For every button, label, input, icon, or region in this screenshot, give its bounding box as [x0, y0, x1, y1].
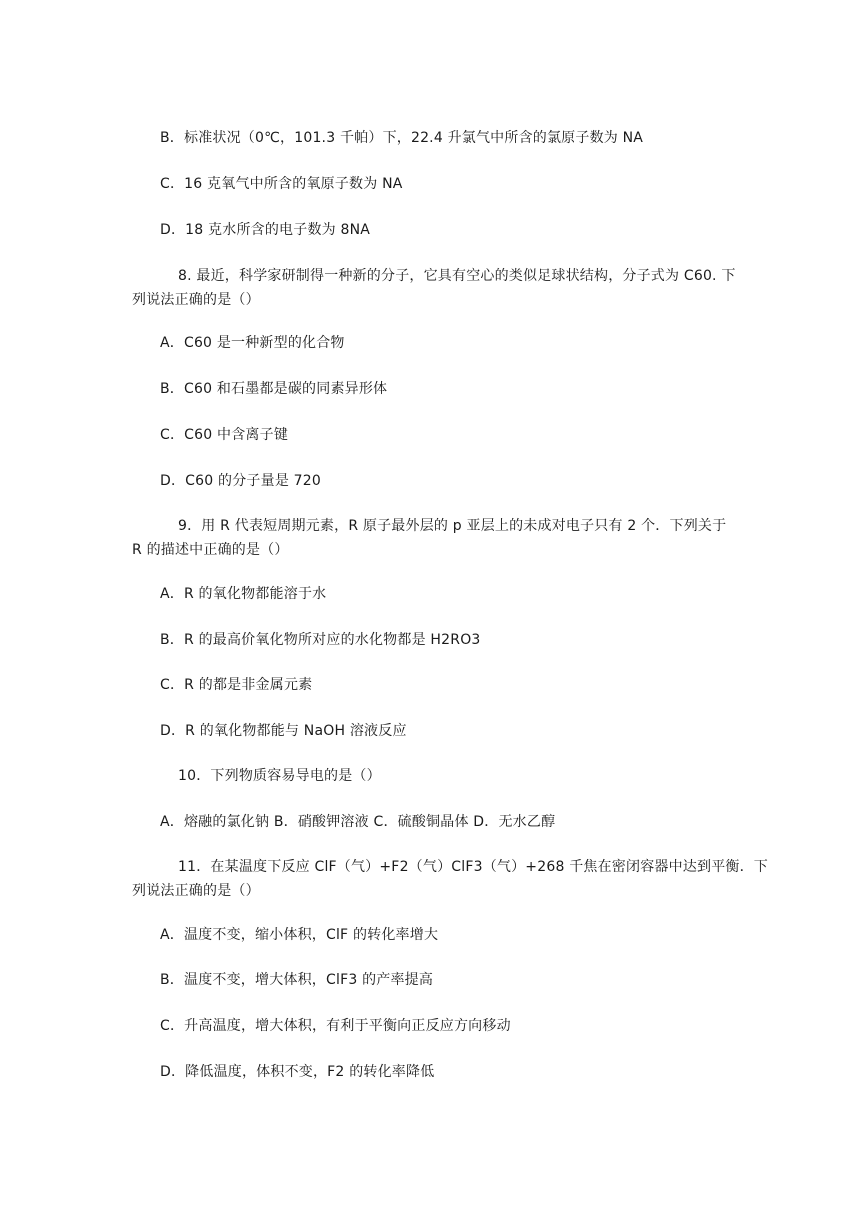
option-line: A．熔融的氯化钠 B．硝酸钾溶液 C．硫酸铜晶体 D．无水乙醇 — [160, 814, 556, 830]
question-line: 10．下列物质容易导电的是（） — [178, 768, 381, 784]
option-line: D．降低温度，体积不变，F2 的转化率降低 — [160, 1064, 435, 1080]
option-line: D．R 的氧化物都能与 NaOH 溶液反应 — [160, 723, 407, 739]
option-line: C．R 的都是非金属元素 — [160, 677, 313, 693]
option-line: C．升高温度，增大体积，有利于平衡向正反应方向移动 — [160, 1018, 511, 1034]
question-line: R 的描述中正确的是（） — [132, 542, 289, 558]
option-line: C．16 克氧气中所含的氧原子数为 NA — [160, 176, 403, 192]
option-line: B．R 的最高价氧化物所对应的水化物都是 H2RO3 — [160, 632, 481, 648]
question-line: 列说法正确的是（） — [132, 883, 260, 899]
question-line: 8. 最近，科学家研制得一种新的分子，它具有空心的类似足球状结构，分子式为 C60. 下 — [178, 268, 736, 284]
option-line: B．温度不变，增大体积，ClF3 的产率提高 — [160, 972, 434, 988]
option-line: A．温度不变，缩小体积，ClF 的转化率增大 — [160, 927, 439, 943]
question-line: 9．用 R 代表短周期元素，R 原子最外层的 p 亚层上的未成对电子只有 2 个．下列关于 — [178, 518, 727, 534]
question-line: 列说法正确的是（） — [132, 292, 260, 308]
option-line: B．C60 和石墨都是碳的同素异形体 — [160, 381, 388, 397]
question-line: 11．在某温度下反应 ClF（气）+F2（气）ClF3（气）+268 千焦在密闭容器中达到平衡．下 — [178, 859, 768, 875]
option-line: D．C60 的分子量是 720 — [160, 473, 321, 489]
option-line: C．C60 中含离子键 — [160, 427, 289, 443]
option-line: A．R 的氧化物都能溶于水 — [160, 586, 327, 602]
option-line: D．18 克水所含的电子数为 8NA — [160, 222, 371, 238]
option-line: B．标准状况（0℃，101.3 千帕）下，22.4 升氯气中所含的氯原子数为 NA — [160, 130, 644, 146]
option-line: A．C60 是一种新型的化合物 — [160, 335, 345, 351]
